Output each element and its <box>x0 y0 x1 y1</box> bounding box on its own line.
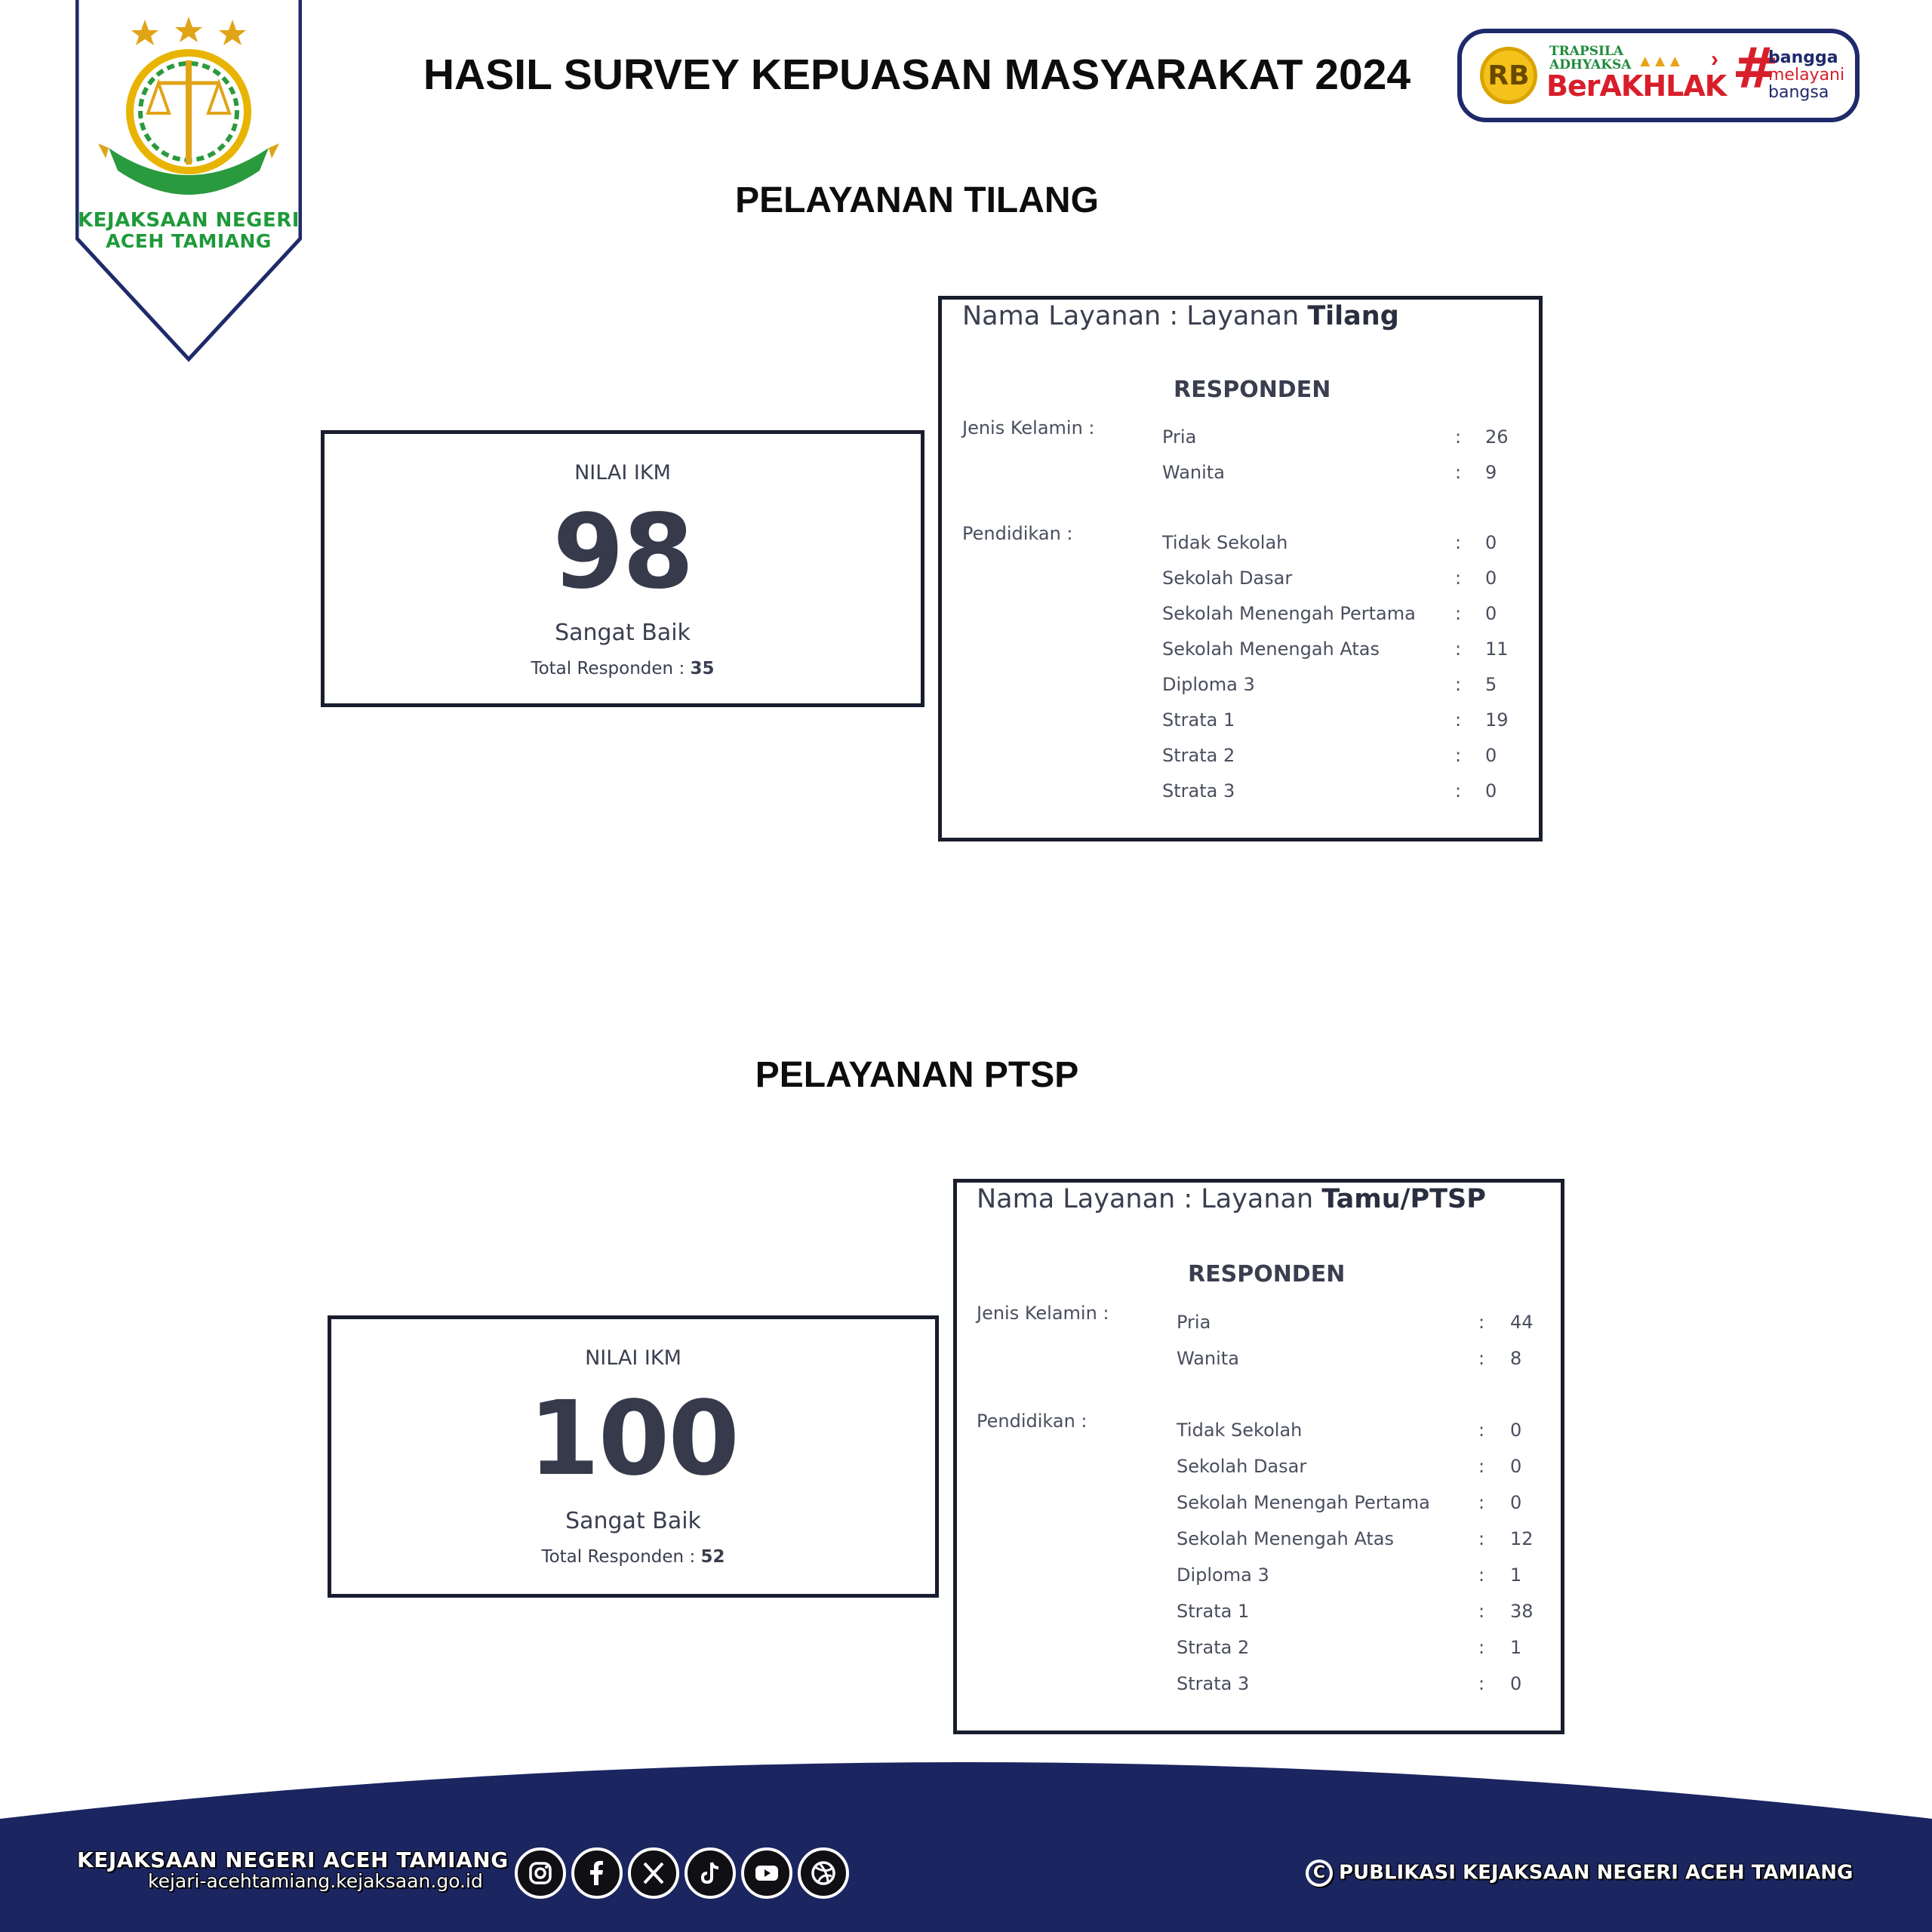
peaks-icon: ▲▲▲ <box>1637 51 1682 70</box>
row-label: Diploma 3 <box>1177 1564 1269 1586</box>
footer-publication-text: PUBLIKASI KEJAKSAAN NEGERI ACEH TAMIANG <box>1339 1861 1854 1884</box>
respondents-heading: RESPONDEN <box>1174 377 1331 403</box>
row-colon: : <box>1455 532 1462 553</box>
total-respondents-label: Total Responden : <box>541 1547 696 1567</box>
row-label: Sekolah Menengah Atas <box>1162 638 1380 660</box>
row-value: 0 <box>1510 1673 1522 1694</box>
row-value: 11 <box>1485 638 1509 660</box>
total-respondents-value: 52 <box>700 1547 725 1567</box>
respondents-heading: RESPONDEN <box>1188 1261 1346 1287</box>
row-label: Tidak Sekolah <box>1177 1420 1303 1441</box>
footer-publication <box>1306 1860 1853 1887</box>
row-label: Sekolah Menengah Atas <box>1177 1528 1394 1549</box>
row-value: 0 <box>1485 603 1497 624</box>
row-colon: : <box>1455 709 1462 731</box>
respondent-card-tilang <box>938 296 1543 841</box>
row-colon: : <box>1478 1456 1485 1477</box>
total-respondents-label: Total Responden : <box>531 659 685 678</box>
tagline-melayani: melayani <box>1768 66 1845 85</box>
trapsila-text: TRAPSILA <box>1549 44 1624 59</box>
page-title: HASIL SURVEY KEPUASAN MASYARAKAT 2024 <box>423 51 1411 99</box>
ikm-value: 98 <box>552 493 693 612</box>
row-label: Sekolah Dasar <box>1177 1456 1307 1477</box>
tagline-bangsa: bangsa <box>1768 83 1829 102</box>
rb-logo-icon: RB <box>1480 47 1537 104</box>
row-value: 5 <box>1485 674 1497 695</box>
service-name <box>977 1184 1486 1214</box>
row-colon: : <box>1478 1528 1485 1549</box>
total-respondents <box>331 1547 935 1567</box>
ikm-grade: Sangat Baik <box>555 620 691 646</box>
badge-org-line1: KEJAKSAAN NEGERI <box>78 209 300 232</box>
row-label: Pria <box>1177 1312 1211 1333</box>
row-colon: : <box>1455 638 1462 660</box>
ikm-card-tilang <box>321 430 924 707</box>
row-label: Sekolah Menengah Pertama <box>1162 603 1416 624</box>
footer-org-name: KEJAKSAAN NEGERI ACEH TAMIANG <box>77 1847 509 1872</box>
row-value: 0 <box>1485 532 1497 553</box>
badge-shield-icon <box>75 0 302 362</box>
service-name-prefix: Nama Layanan : Layanan <box>962 301 1308 331</box>
row-value: 0 <box>1485 745 1497 766</box>
row-colon: : <box>1478 1312 1485 1333</box>
section-title-ptsp: PELAYANAN PTSP <box>755 1055 1079 1095</box>
youtube-icon[interactable] <box>741 1847 792 1899</box>
copyright-icon: C <box>1306 1860 1333 1887</box>
hashtag-icon: # <box>1732 36 1780 101</box>
x-icon[interactable] <box>628 1847 679 1899</box>
row-label: Diploma 3 <box>1162 674 1255 695</box>
row-value: 8 <box>1510 1348 1522 1369</box>
chevron-right-icon: › <box>1711 47 1718 72</box>
berakhlak-logo <box>1457 29 1860 122</box>
total-respondents <box>325 659 921 678</box>
instagram-icon[interactable] <box>515 1847 566 1899</box>
row-value: 0 <box>1510 1420 1522 1441</box>
row-label: Wanita <box>1162 462 1225 483</box>
gender-label: Jenis Kelamin : <box>977 1303 1109 1324</box>
ikm-label: NILAI IKM <box>585 1346 681 1370</box>
row-value: 1 <box>1510 1637 1522 1658</box>
row-label: Strata 3 <box>1177 1673 1250 1694</box>
education-label: Pendidikan : <box>962 523 1073 544</box>
row-value: 1 <box>1510 1564 1522 1586</box>
org-badge <box>75 0 302 362</box>
row-colon: : <box>1478 1420 1485 1441</box>
service-name-bold: Tamu/PTSP <box>1321 1184 1486 1214</box>
ikm-grade: Sangat Baik <box>565 1508 701 1534</box>
row-colon: : <box>1455 674 1462 695</box>
adhyaksa-text: ADHYAKSA <box>1549 57 1632 72</box>
row-colon: : <box>1455 780 1462 801</box>
row-colon: : <box>1478 1673 1485 1694</box>
row-colon: : <box>1478 1601 1485 1622</box>
total-respondents-value: 35 <box>690 659 715 678</box>
row-value: 44 <box>1510 1312 1534 1333</box>
row-colon: : <box>1478 1348 1485 1369</box>
row-label: Strata 1 <box>1177 1601 1250 1622</box>
gender-label: Jenis Kelamin : <box>962 417 1095 438</box>
facebook-icon[interactable] <box>571 1847 623 1899</box>
row-value: 12 <box>1510 1528 1534 1549</box>
footer-wave <box>0 1736 1932 1932</box>
education-label: Pendidikan : <box>977 1411 1088 1432</box>
row-label: Tidak Sekolah <box>1162 532 1288 553</box>
row-value: 0 <box>1485 780 1497 801</box>
row-colon: : <box>1478 1492 1485 1513</box>
row-colon: : <box>1455 568 1462 589</box>
badge-org-line2: ACEH TAMIANG <box>106 230 272 252</box>
service-name-prefix: Nama Layanan : Layanan <box>977 1184 1322 1214</box>
row-label: Strata 2 <box>1162 745 1235 766</box>
row-label: Pria <box>1162 426 1197 448</box>
row-colon: : <box>1455 462 1462 483</box>
service-name <box>962 301 1399 331</box>
tiktok-icon[interactable] <box>685 1847 736 1899</box>
row-label: Strata 1 <box>1162 709 1235 731</box>
row-value: 19 <box>1485 709 1509 731</box>
row-colon: : <box>1455 745 1462 766</box>
tagline-bangga: bangga <box>1768 48 1838 67</box>
row-value: 0 <box>1510 1492 1522 1513</box>
row-value: 0 <box>1510 1456 1522 1477</box>
row-colon: : <box>1478 1637 1485 1658</box>
berakhlak-text: BerAKHLAK <box>1546 69 1727 103</box>
row-value: 0 <box>1485 568 1497 589</box>
row-label: Sekolah Menengah Pertama <box>1177 1492 1430 1513</box>
row-colon: : <box>1455 426 1462 448</box>
respondent-card-ptsp <box>953 1179 1564 1734</box>
row-value: 26 <box>1485 426 1509 448</box>
section-title-tilang: PELAYANAN TILANG <box>735 180 1099 220</box>
row-label: Wanita <box>1177 1348 1239 1369</box>
row-colon: : <box>1455 603 1462 624</box>
row-label: Strata 3 <box>1162 780 1235 801</box>
footer-band <box>0 1736 1932 1932</box>
footer-url[interactable]: kejari-acehtamiang.kejaksaan.go.id <box>148 1870 483 1892</box>
row-label: Sekolah Dasar <box>1162 568 1293 589</box>
ikm-label: NILAI IKM <box>574 461 671 485</box>
row-colon: : <box>1478 1564 1485 1586</box>
ikm-card-ptsp <box>328 1315 939 1598</box>
service-name-bold: Tilang <box>1307 301 1399 331</box>
row-label: Strata 2 <box>1177 1637 1250 1658</box>
ikm-value: 100 <box>528 1380 738 1499</box>
row-value: 9 <box>1485 462 1497 483</box>
row-value: 38 <box>1510 1601 1534 1622</box>
dribbble-icon[interactable] <box>798 1847 849 1899</box>
